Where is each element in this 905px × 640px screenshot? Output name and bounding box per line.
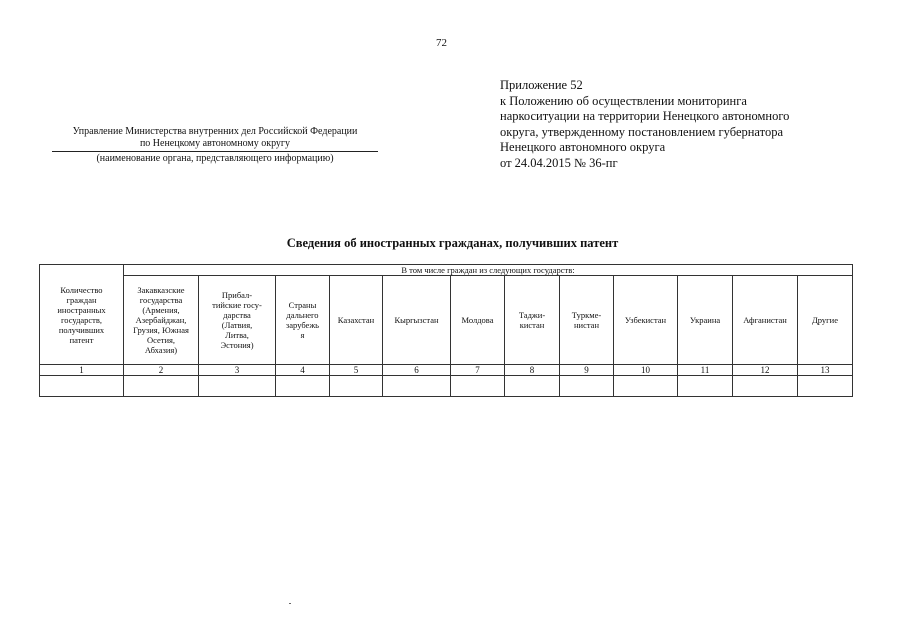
table-cell bbox=[40, 376, 124, 397]
column-number: 10 bbox=[614, 365, 678, 376]
header-cell-turkmenistan: Туркме- нистан bbox=[560, 276, 614, 365]
table-cell bbox=[560, 376, 614, 397]
header-cell-baltic: Прибал- тийские госу- дарства (Латвия, Литва, Эстония) bbox=[199, 276, 276, 365]
page-number: 72 bbox=[436, 37, 447, 49]
table-cell bbox=[733, 376, 798, 397]
header-cell-transcaucasian: Закавказские государства (Армения, Азербайджан, Грузия, Южная Осетия, Абхазия) bbox=[124, 276, 199, 365]
report-title: Сведения об иностранных гражданах, получивших патент bbox=[286, 236, 619, 250]
header-cell-ukraine: Украина bbox=[678, 276, 733, 365]
column-number: 2 bbox=[124, 365, 199, 376]
table-cell bbox=[505, 376, 560, 397]
table-cell bbox=[383, 376, 451, 397]
table-cell bbox=[199, 376, 276, 397]
table-cell bbox=[451, 376, 505, 397]
column-number: 11 bbox=[678, 365, 733, 376]
table-cell bbox=[276, 376, 330, 397]
appendix-block bbox=[500, 78, 789, 171]
table-data-row bbox=[40, 376, 853, 397]
header-cell-kazakhstan: Казахстан bbox=[330, 276, 383, 365]
column-number: 7 bbox=[451, 365, 505, 376]
header-cell-moldova: Молдова bbox=[451, 276, 505, 365]
table-cell bbox=[614, 376, 678, 397]
header-cell-uzbekistan: Узбекистан bbox=[614, 276, 678, 365]
table-group-header-row bbox=[40, 265, 853, 276]
patent-report-table bbox=[39, 264, 853, 397]
header-cell-far-abroad: Страны дальнего зарубежь я bbox=[276, 276, 330, 365]
header-cell-total: Количество граждан иностранных государств, получивших патент bbox=[40, 265, 124, 365]
column-number: 5 bbox=[330, 365, 383, 376]
column-number: 13 bbox=[798, 365, 853, 376]
appendix-line: от 24.04.2015 № 36-пг bbox=[500, 155, 618, 170]
table-cell bbox=[330, 376, 383, 397]
table-cell bbox=[124, 376, 199, 397]
table-header-row bbox=[40, 276, 853, 365]
header-cell-afghanistan: Афганистан bbox=[733, 276, 798, 365]
column-number: 9 bbox=[560, 365, 614, 376]
column-number: 12 bbox=[733, 365, 798, 376]
appendix-line: к Положению об осуществлении мониторинга bbox=[500, 93, 747, 108]
scan-speck bbox=[289, 603, 291, 604]
table-cell bbox=[678, 376, 733, 397]
header-cell-group: В том числе граждан из следующих государств: bbox=[124, 265, 853, 276]
appendix-line: округа, утвержденному постановлением губернатора bbox=[500, 124, 783, 139]
appendix-line: Приложение 52 bbox=[500, 78, 583, 92]
column-number: 3 bbox=[199, 365, 276, 376]
header-cell-tajikistan: Таджи- кистан bbox=[505, 276, 560, 365]
organization-name-line-1: Управление Министерства внутренних дел Российской Федерации bbox=[72, 126, 358, 137]
header-cell-other: Другие bbox=[798, 276, 853, 365]
organization-block bbox=[52, 126, 378, 165]
column-number: 6 bbox=[383, 365, 451, 376]
column-number: 1 bbox=[40, 365, 124, 376]
table-column-number-row bbox=[40, 365, 853, 376]
organization-name-line-2: по Ненецкому автономному округу bbox=[52, 138, 378, 152]
column-number: 4 bbox=[276, 365, 330, 376]
header-cell-kyrgyzstan: Кыргызстан bbox=[383, 276, 451, 365]
table-cell bbox=[798, 376, 853, 397]
appendix-line: Ненецкого автономного округа bbox=[500, 140, 666, 154]
appendix-line: наркоситуации на территории Ненецкого автономного bbox=[500, 109, 790, 123]
column-number: 8 bbox=[505, 365, 560, 376]
organization-caption: (наименование органа, представляющего информацию) bbox=[96, 153, 334, 164]
